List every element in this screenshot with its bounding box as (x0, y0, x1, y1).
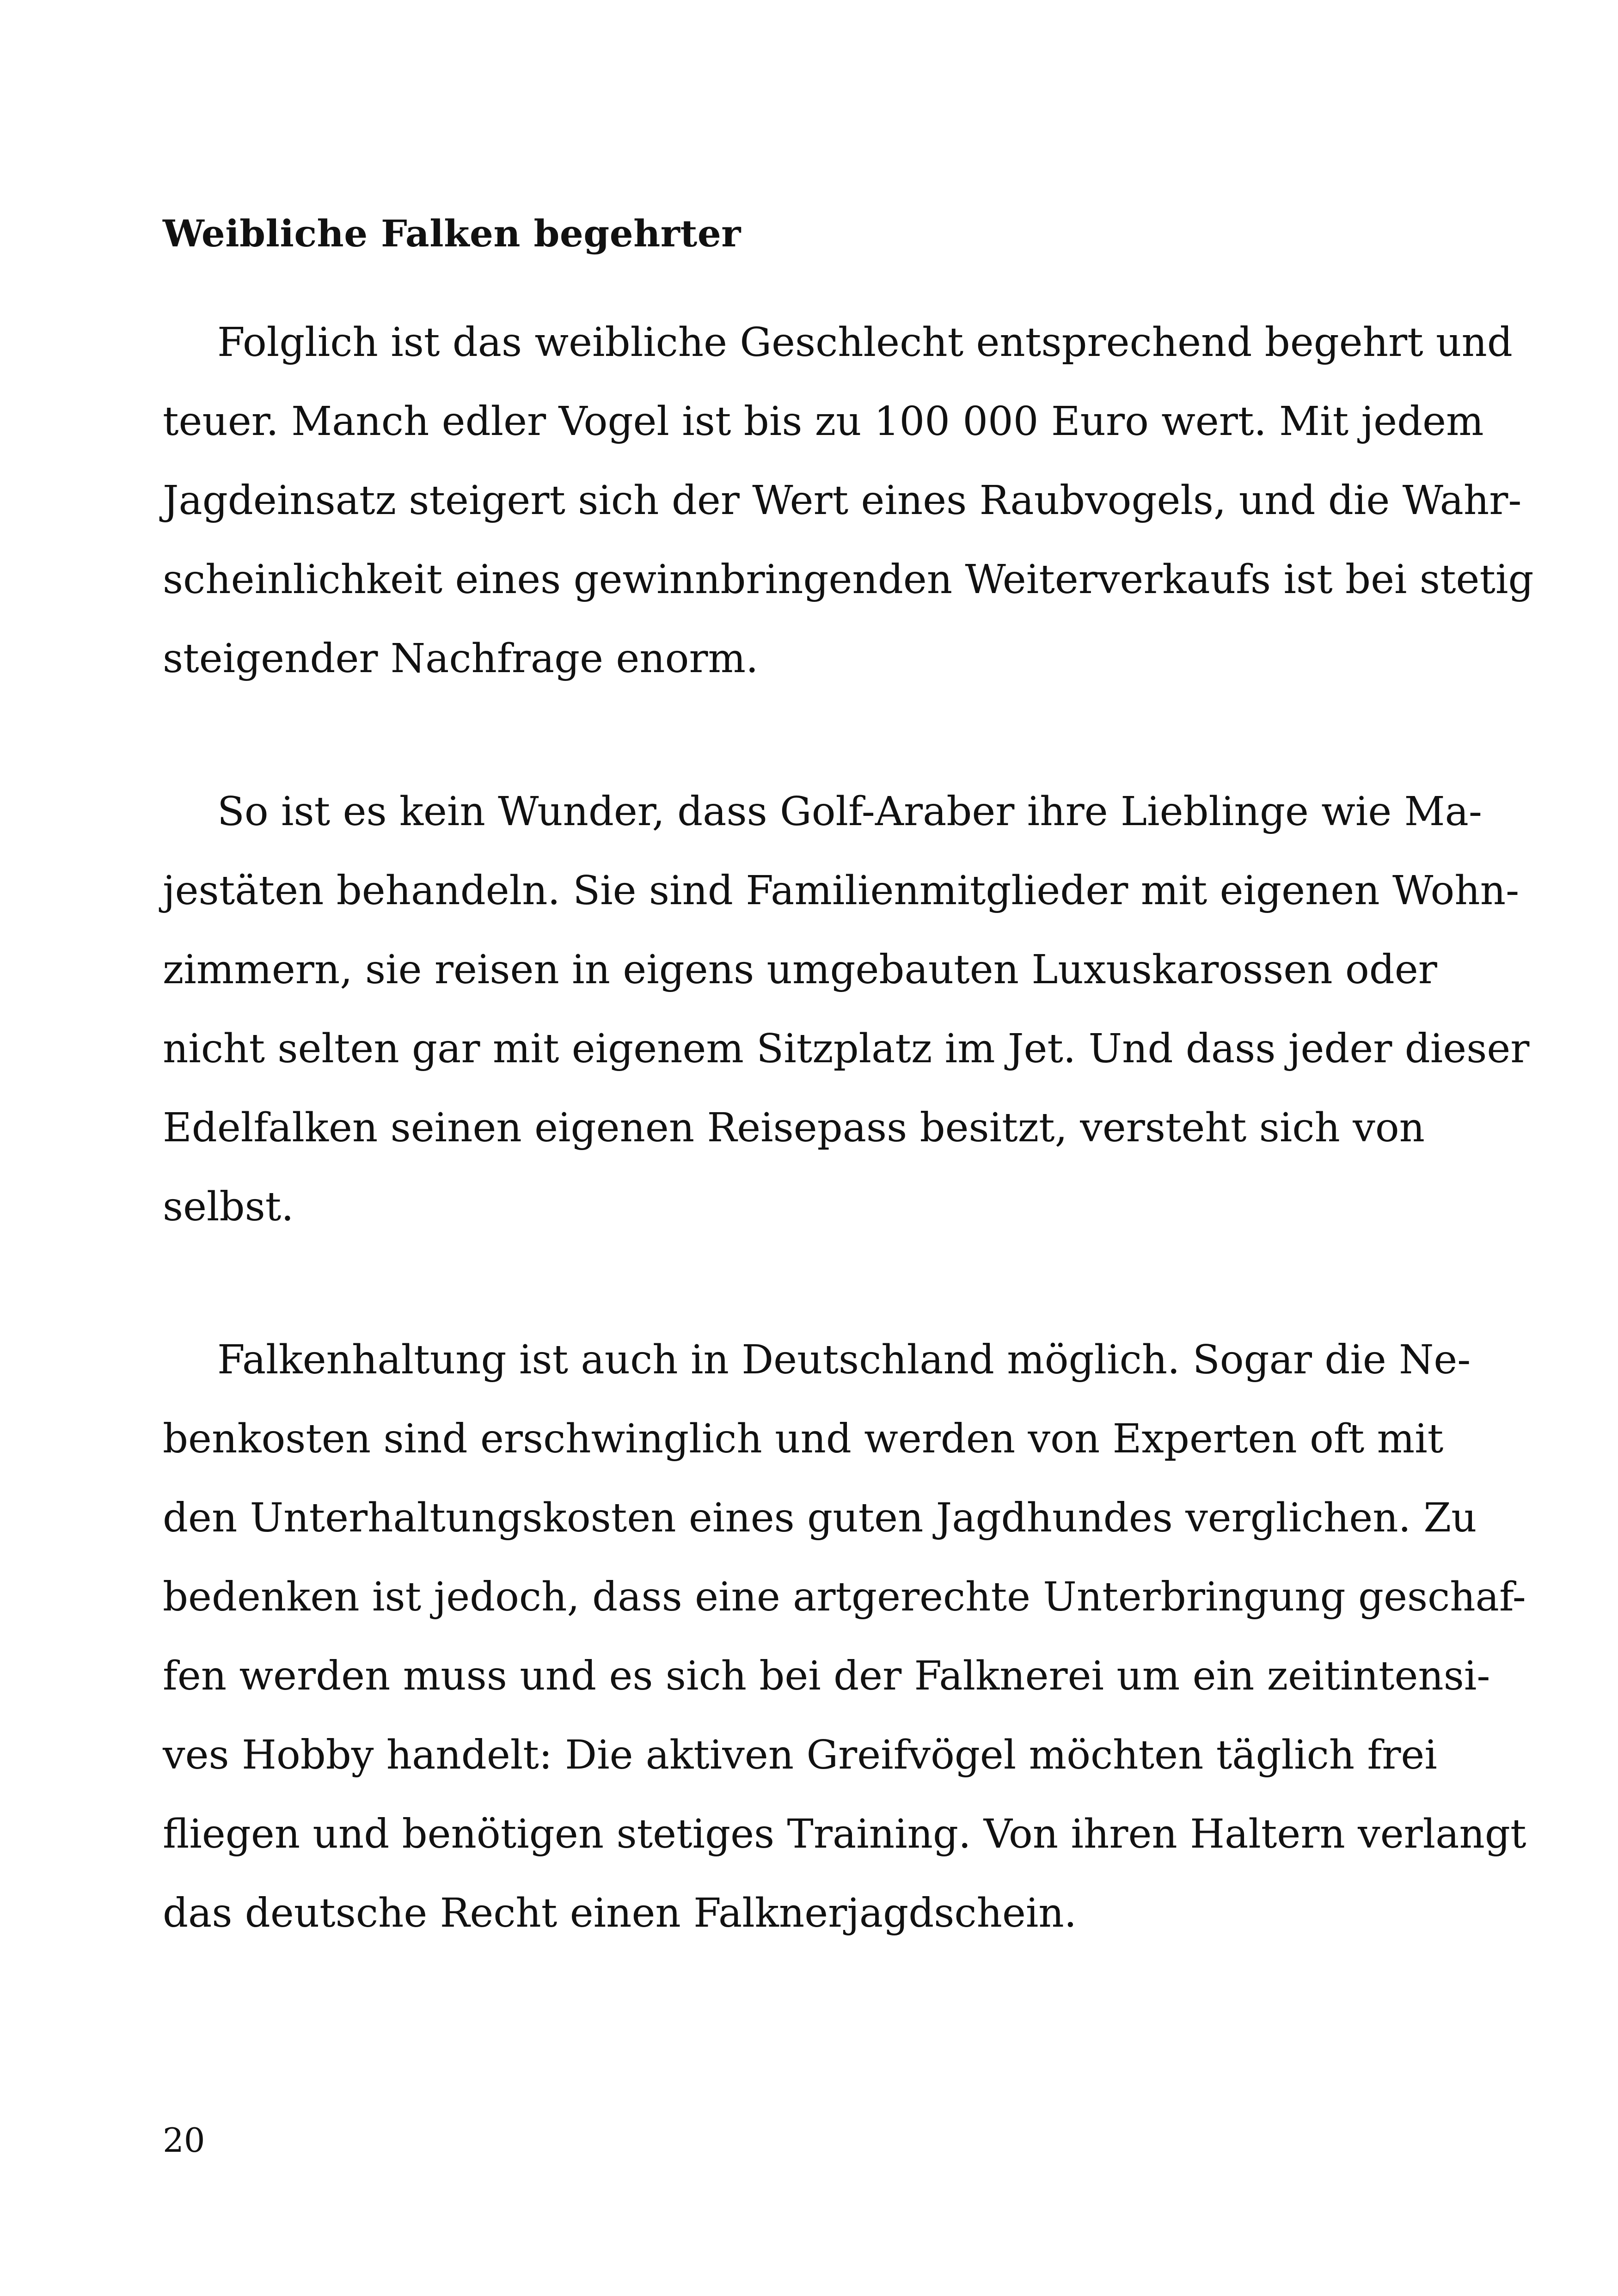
paragraph-3 (163, 1321, 1526, 1953)
text-line: Falkenhaltung ist auch in Deutschland möglich. Sogar die Ne- (217, 1337, 1471, 1383)
text-line: teuer. Manch edler Vogel ist bis zu 100 000 Euro wert. Mit jedem (163, 398, 1484, 445)
text-line: scheinlichkeit eines gewinnbringenden Weiterverkaufs ist bei stetig (163, 557, 1534, 603)
section-heading: Weibliche Falken begehrter (163, 212, 741, 255)
page-number: 20 (163, 2121, 205, 2160)
text-line: Folglich ist das weibliche Geschlecht entsprechend begehrt und (217, 319, 1513, 366)
text-line: benkosten sind erschwinglich und werden von Experten oft mit (163, 1416, 1444, 1462)
text-line: nicht selten gar mit eigenem Sitzplatz im Jet. Und dass jeder dieser (163, 1026, 1530, 1072)
text-line: ves Hobby handelt: Die aktiven Greifvögel möchten täglich frei (163, 1732, 1437, 1778)
text-line: fliegen und benötigen stetiges Training. Von ihren Haltern verlangt (163, 1811, 1526, 1857)
text-block (163, 199, 1534, 2027)
text-line: jestäten behandeln. Sie sind Familienmitglieder mit eigenen Wohn- (163, 868, 1520, 914)
text-line: bedenken ist jedoch, dass eine artgerechte Unterbringung geschaf- (163, 1574, 1526, 1620)
text-line: So ist es kein Wunder, dass Golf-Araber ihre Lieblinge wie Ma- (217, 789, 1482, 835)
text-line: fen werden muss und es sich bei der Falknerei um ein zeitintensi- (163, 1653, 1490, 1699)
paragraph-2 (163, 772, 1530, 1247)
text-line: steigender Nachfrage enorm. (163, 636, 759, 682)
text-line: das deutsche Recht einen Falknerjagdschein. (163, 1890, 1077, 1936)
text-line: zimmern, sie reisen in eigens umgebauten Luxuskarossen oder (163, 947, 1437, 993)
paragraph-1 (163, 303, 1534, 698)
text-line: selbst. (163, 1184, 294, 1230)
text-line: Edelfalken seinen eigenen Reisepass besitzt, versteht sich von (163, 1105, 1425, 1151)
text-line: den Unterhaltungskosten eines guten Jagdhundes verglichen. Zu (163, 1495, 1477, 1541)
text-line: Jagdeinsatz steigert sich der Wert eines Raubvogels, und die Wahr- (163, 478, 1522, 524)
